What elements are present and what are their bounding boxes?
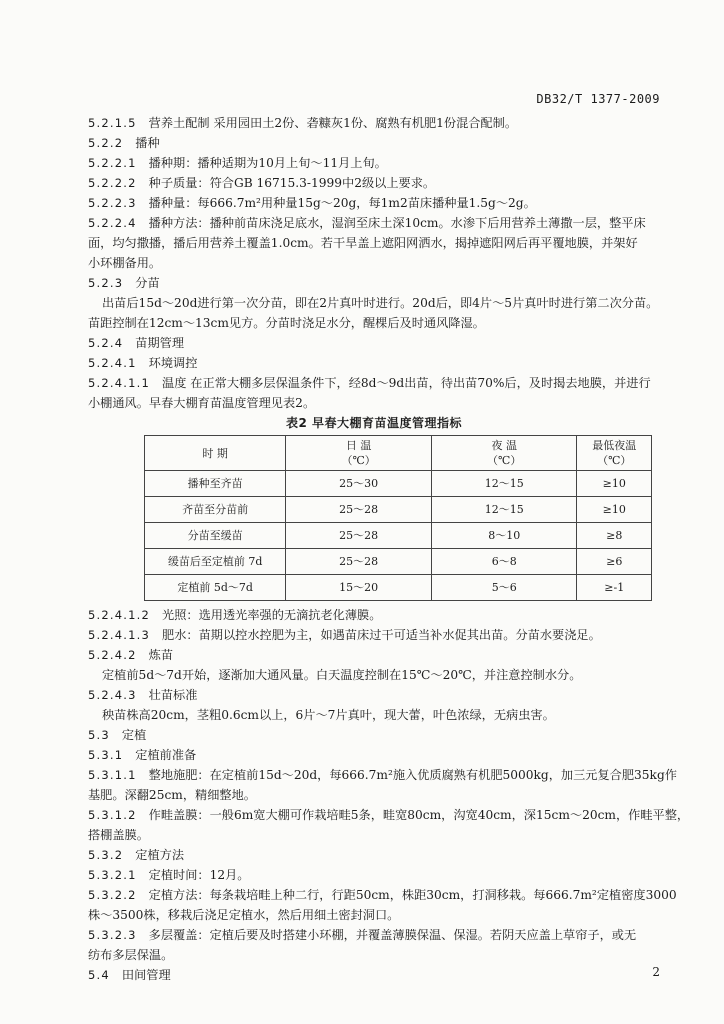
table-cell: 分苗至缓苗 — [145, 523, 286, 549]
clause-line — [88, 645, 660, 665]
text-line — [88, 313, 660, 333]
clause-text: 温度 在正常大棚多层保温条件下，经8d～9d出苗，待出苗70%后，及时揭去地膜，并进行 — [162, 376, 651, 390]
section-after-table — [88, 605, 690, 985]
table-cell: ≥10 — [577, 497, 652, 523]
clause-number: 5.3.2 — [88, 848, 124, 862]
clause-text: 纺布多层保温。 — [88, 948, 174, 962]
clause-line — [88, 865, 660, 885]
clause-text: 定植方法：每条栽培畦上种二行，行距50cm，株距30cm，打洞移栽。每666.7m²定植密度3000 — [148, 888, 677, 902]
clause-number: 5.2.3 — [88, 276, 124, 290]
table-cell: 25～28 — [286, 523, 432, 549]
clause-number: 5.2.2.4 — [88, 216, 137, 230]
clause-number: 5.4 — [88, 968, 110, 982]
clause-line — [88, 725, 660, 745]
table-cell: 播种至齐苗 — [145, 471, 286, 497]
clause-line — [88, 373, 660, 393]
table-cell: 15～20 — [286, 575, 432, 601]
clause-number: 5.3.2.3 — [88, 928, 137, 942]
clause-line — [88, 153, 660, 173]
table-row — [145, 523, 652, 549]
text-line — [88, 825, 660, 845]
clause-line — [88, 353, 660, 373]
clause-line — [88, 965, 660, 985]
clause-text: 小环棚备用。 — [88, 256, 162, 270]
clause-text: 秧苗株高20cm，茎粗0.6cm以上，6片～7片真叶，现大蕾，叶色浓绿，无病虫害。 — [102, 708, 555, 722]
table-cell: ≥-1 — [577, 575, 652, 601]
clause-text: 面，均匀撒播，播后用营养土覆盖1.0cm。若干旱盖上遮阳网洒水，揭掉遮阳网后再平覆地膜，并架好 — [88, 236, 638, 250]
clause-text: 肥水：苗期以控水控肥为主，如遇苗床过干可适当补水促其出苗。分苗水要浇足。 — [162, 628, 601, 642]
text-line — [88, 293, 660, 313]
table-cell: ≥6 — [577, 549, 652, 575]
text-line — [88, 253, 660, 273]
clause-line — [88, 845, 660, 865]
clause-text: 播种量：每666.7m²用种量15g～20g，每1m2苗床播种量1.5g～2g。 — [148, 196, 536, 210]
table-row — [145, 549, 652, 575]
clause-text: 环境调控 — [148, 356, 198, 370]
table-cell: 12～15 — [431, 471, 577, 497]
table-cell: 12～15 — [431, 497, 577, 523]
clause-text: 分苗 — [135, 276, 160, 290]
table-cell: 6～8 — [431, 549, 577, 575]
clause-number: 5.2.2.3 — [88, 196, 137, 210]
clause-number: 5.2.1.5 — [88, 116, 137, 130]
clause-text: 定植前5d～7d开始，逐渐加大通风量。白天温度控制在15℃～20℃，并注意控制水分。 — [102, 668, 582, 682]
clause-text: 田间管理 — [121, 968, 171, 982]
clause-line — [88, 625, 660, 645]
clause-line — [88, 885, 677, 905]
clause-text: 壮苗标准 — [148, 688, 198, 702]
clause-number: 5.2.2.1 — [88, 156, 137, 170]
clause-text: 播种期：播种适期为10月上旬～11月上旬。 — [148, 156, 387, 170]
clause-line — [88, 925, 660, 945]
clause-line — [88, 765, 677, 785]
document-body — [88, 113, 690, 985]
temperature-table — [144, 435, 652, 601]
clause-line — [88, 685, 660, 705]
text-line — [88, 705, 660, 725]
clause-text: 苗距控制在12cm～13cm见方。分苗时浇足水分，醒棵后及时通风降湿。 — [88, 316, 485, 330]
clause-number: 5.3.1.2 — [88, 808, 137, 822]
clause-line — [88, 805, 690, 825]
table-cell: ≥8 — [577, 523, 652, 549]
table-cell: 25～28 — [286, 549, 432, 575]
clause-text: 苗期管理 — [135, 336, 185, 350]
clause-number: 5.3 — [88, 728, 110, 742]
clause-text: 株～3500株，移栽后浇足定植水，然后用细土密封洞口。 — [88, 908, 400, 922]
clause-line — [88, 193, 660, 213]
standard-code: DB32/T 1377-2009 — [536, 92, 660, 106]
clause-number: 5.2.4.1.2 — [88, 608, 151, 622]
text-line — [88, 393, 660, 413]
table-header-cell: 夜 温 （℃） — [431, 436, 577, 471]
clause-number: 5.2.4.3 — [88, 688, 137, 702]
text-line — [88, 233, 660, 253]
clause-text: 整地施肥：在定植前15d～20d，每666.7m²施入优质腐熟有机肥5000kg，加三元复合肥35kg作 — [148, 768, 677, 782]
table-caption: 表2 早春大棚育苗温度管理指标 — [285, 416, 463, 430]
clause-text: 搭棚盖膜。 — [88, 828, 149, 842]
clause-line — [88, 213, 660, 233]
clause-text: 播种 — [135, 136, 160, 150]
clause-text: 基肥。深翻25cm，精细整地。 — [88, 788, 256, 802]
table-cell: ≥10 — [577, 471, 652, 497]
table-header-cell: 最低夜温 （℃） — [577, 436, 652, 471]
clause-number: 5.2.2.2 — [88, 176, 137, 190]
text-line — [88, 665, 660, 685]
clause-number: 5.3.2.1 — [88, 868, 137, 882]
table-cell: 8～10 — [431, 523, 577, 549]
table-cell: 齐苗至分苗前 — [145, 497, 286, 523]
table-header-cell: 时 期 — [145, 436, 286, 471]
table-header-row — [145, 436, 652, 471]
clause-text: 定植 — [121, 728, 147, 742]
clause-number: 5.2.4.1.3 — [88, 628, 151, 642]
table-cell: 25～28 — [286, 497, 432, 523]
table-row — [145, 575, 652, 601]
clause-text: 定植前准备 — [135, 748, 197, 762]
clause-line — [88, 333, 660, 353]
clause-text: 多层覆盖：定植后要及时搭建小环棚，并覆盖薄膜保温、保湿。若阴天应盖上草帘子，或无 — [148, 928, 637, 942]
clause-line — [88, 273, 660, 293]
clause-text: 炼苗 — [148, 648, 174, 662]
clause-text: 定植方法 — [135, 848, 185, 862]
clause-number: 5.3.1 — [88, 748, 124, 762]
page-number: 2 — [652, 965, 660, 979]
table-row — [145, 497, 652, 523]
table-cell: 缓苗后至定植前 7d — [145, 549, 286, 575]
table-cell: 定植前 5d～7d — [145, 575, 286, 601]
clause-line — [88, 745, 660, 765]
clause-text: 光照：选用透光率强的无滴抗老化薄膜。 — [162, 608, 382, 622]
clause-text: 小棚通风。早春大棚育苗温度管理见表2。 — [88, 396, 316, 410]
table-header-cell: 日 温 （℃） — [286, 436, 432, 471]
clause-line — [88, 113, 660, 133]
clause-line — [88, 173, 660, 193]
table-row — [145, 471, 652, 497]
text-line — [88, 945, 660, 965]
clause-number: 5.2.4.1 — [88, 356, 137, 370]
clause-text: 出苗后15d～20d进行第一次分苗，即在2片真叶时进行。20d后，即4片～5片真叶时进行第二次分苗。 — [102, 296, 659, 310]
clause-line — [88, 605, 660, 625]
text-line — [88, 785, 660, 805]
clause-number: 5.2.4.2 — [88, 648, 137, 662]
clause-number: 5.2.2 — [88, 136, 124, 150]
clause-number: 5.3.1.1 — [88, 768, 137, 782]
clause-number: 5.2.4 — [88, 336, 124, 350]
clause-text: 播种方法：播种前苗床浇足底水，湿润至床土深10cm。水渗下后用营养土薄撒一层，整平床 — [148, 216, 646, 230]
table-cell: 5～6 — [431, 575, 577, 601]
clause-number: 5.2.4.1.1 — [88, 376, 151, 390]
clause-text: 作畦盖膜：一般6m宽大棚可作栽培畦5条，畦宽80cm，沟宽40cm，深15cm～20cm，作畦平整， — [148, 808, 690, 822]
table-cell: 25～30 — [286, 471, 432, 497]
text-line — [88, 905, 660, 925]
clause-text: 营养土配制 采用园田土2份、砻糠灰1份、腐熟有机肥1份混合配制。 — [148, 116, 518, 130]
table-body — [145, 471, 652, 601]
clause-number: 5.3.2.2 — [88, 888, 137, 902]
clause-line — [88, 133, 660, 153]
clause-text: 定植时间：12月。 — [148, 868, 250, 882]
clause-text: 种子质量：符合GB 16715.3-1999中2级以上要求。 — [148, 176, 436, 190]
section-before-table — [88, 113, 660, 413]
